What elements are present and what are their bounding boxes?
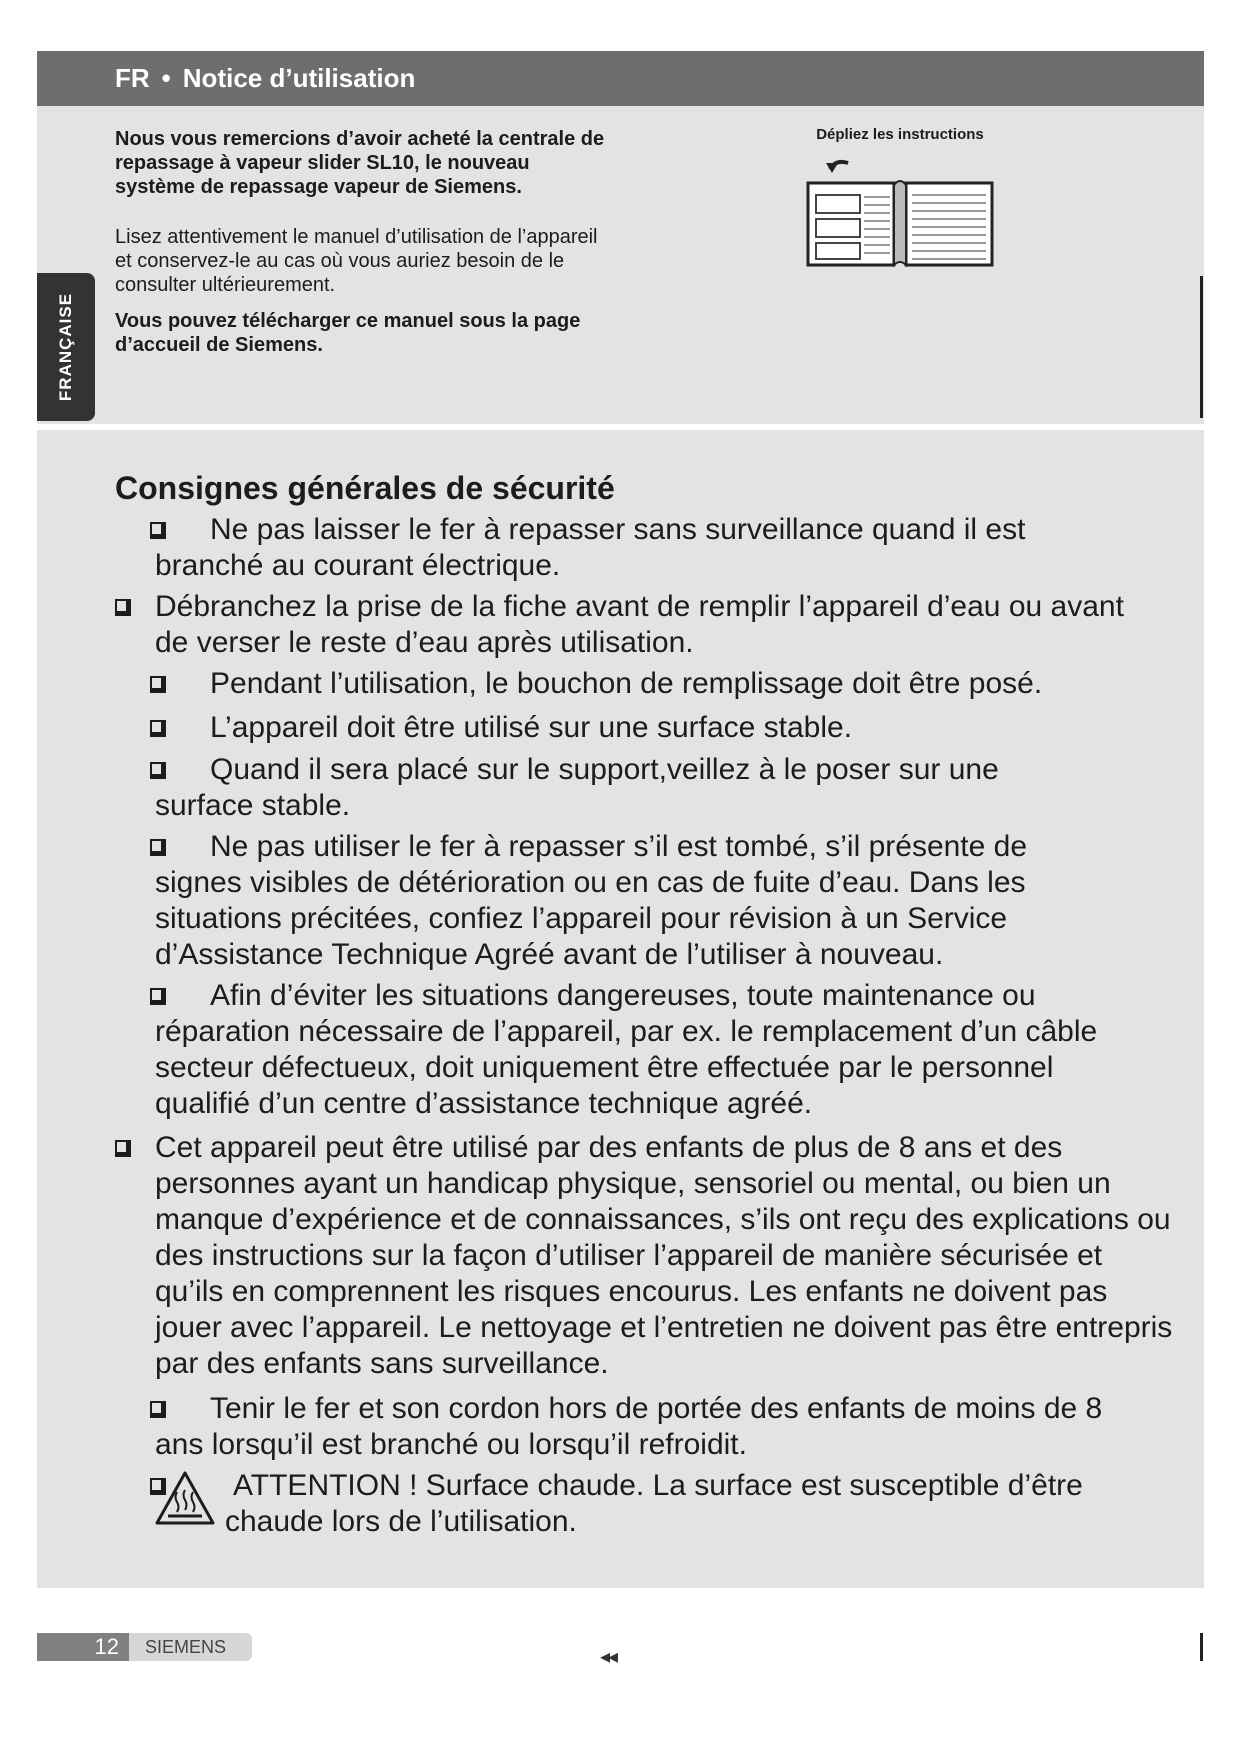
- previous-page-icon[interactable]: ◂◂: [600, 1646, 617, 1668]
- section-title: Consignes générales de sécurité: [115, 470, 615, 506]
- language-tab-label: FRANÇAISE: [56, 292, 75, 402]
- language-code: FR: [115, 63, 150, 93]
- safety-item-text: Ne pas laisser le fer à repasser sans surveillance quand il est branché au courant électrique.: [155, 513, 1026, 582]
- footer-page-tab: [37, 1633, 252, 1661]
- checkbox-bullet-icon: [150, 988, 166, 1005]
- safety-item-text: Pendant l’utilisation, le bouchon de remplissage doit être posé.: [210, 667, 1043, 700]
- checkbox-bullet-icon: [150, 839, 166, 856]
- safety-item-text: Quand il sera placé sur le support,veillez à le poser sur une surface stable.: [155, 753, 999, 822]
- intro-download: Vous pouvez télécharger ce manuel sous la page d’accueil de Siemens.: [115, 310, 581, 356]
- safety-item-text: Cet appareil peut être utilisé par des enfants de plus de 8 ans et des personnes ayant un handicap physique, sensoriel ou mental, ou bien un manque d’expérience et de connaissances, s’ils ont reçu des explications ou des instructions sur la façon d’utiliser l’appareil de manière sécurisée et qu’ils en comprennent les risques encourus. Les enfants ne doivent pas jouer avec l’appareil. Le nettoyage et l’entretien ne doivent pas être entrepris par des enfants sans surveillance.: [155, 1131, 1173, 1380]
- safety-item-warning: [150, 1468, 1110, 1540]
- edge-rule: [1200, 276, 1203, 418]
- checkbox-bullet-icon: [115, 1140, 131, 1157]
- safety-item-text: Tenir le fer et son cordon hors de portée des enfants de moins de 8 ans lorsqu’il est branché ou lorsqu’il refroidit.: [155, 1392, 1103, 1461]
- brand-name: SIEMENS: [145, 1637, 227, 1657]
- edge-rule-bottom: [1200, 1633, 1203, 1661]
- checkbox-bullet-icon: [150, 720, 166, 737]
- safety-item: [150, 1391, 1150, 1463]
- header-bar: [37, 51, 1204, 106]
- safety-item: [115, 589, 1125, 661]
- safety-item-text: ATTENTION ! Surface chaude. La surface est susceptible d’être chaude lors de l’utilisation.: [225, 1469, 1083, 1538]
- unfold-label: Dépliez les instructions: [816, 126, 984, 143]
- safety-item: [150, 512, 1110, 584]
- safety-item: [150, 978, 1110, 1122]
- intro-read-manual: Lisez attentivement le manuel d’utilisation de l’appareil et conservez-le au cas où vous auriez besoin de le consulter ultérieurement.: [115, 226, 598, 296]
- open-book-icon: [800, 153, 1000, 273]
- header-title: [115, 51, 415, 106]
- safety-item: [150, 752, 1080, 824]
- checkbox-bullet-icon: [150, 1401, 166, 1418]
- document-title: Notice d’utilisation: [182, 63, 416, 93]
- checkbox-bullet-icon: [115, 599, 131, 616]
- safety-item-text: Ne pas utiliser le fer à repasser s’il est tombé, s’il présente de signes visibles de détérioration ou en cas de fuite d’eau. Dans les situations précitées, confiez l’appareil pour révision à un Service d’Assistance Technique Agréé avant de l’utiliser à nouveau.: [155, 830, 1028, 971]
- intro-thanks: Nous vous remercions d’avoir acheté la centrale de repassage à vapeur slider SL10, le nouveau système de repassage vapeur de Siemens.: [115, 128, 605, 198]
- intro-text: [115, 127, 615, 357]
- safety-item-text: Afin d’éviter les situations dangereuses, toute maintenance ou réparation nécessaire de l’appareil, par ex. le remplacement d’un câble secteur défectueux, doit uniquement être effectuée par le personnel qualifié d’un centre d’assistance technique agréé.: [155, 979, 1098, 1120]
- safety-item: [150, 829, 1110, 973]
- safety-item: [115, 1130, 1175, 1382]
- safety-item: [150, 666, 1110, 702]
- unfold-instructions: [780, 126, 1020, 273]
- language-side-tab: [37, 273, 95, 421]
- hot-surface-warning-icon: [154, 1470, 216, 1526]
- safety-item-text: L’appareil doit être utilisé sur une surface stable.: [210, 711, 853, 744]
- safety-item-text: Débranchez la prise de la fiche avant de remplir l’appareil d’eau ou avant de verser le reste d’eau après utilisation.: [155, 590, 1124, 659]
- checkbox-bullet-icon: [150, 762, 166, 779]
- checkbox-bullet-icon: [150, 522, 166, 539]
- header-separator: •: [161, 63, 171, 93]
- page-number: 12: [37, 1633, 129, 1661]
- safety-item: [150, 710, 1110, 746]
- checkbox-bullet-icon: [150, 676, 166, 693]
